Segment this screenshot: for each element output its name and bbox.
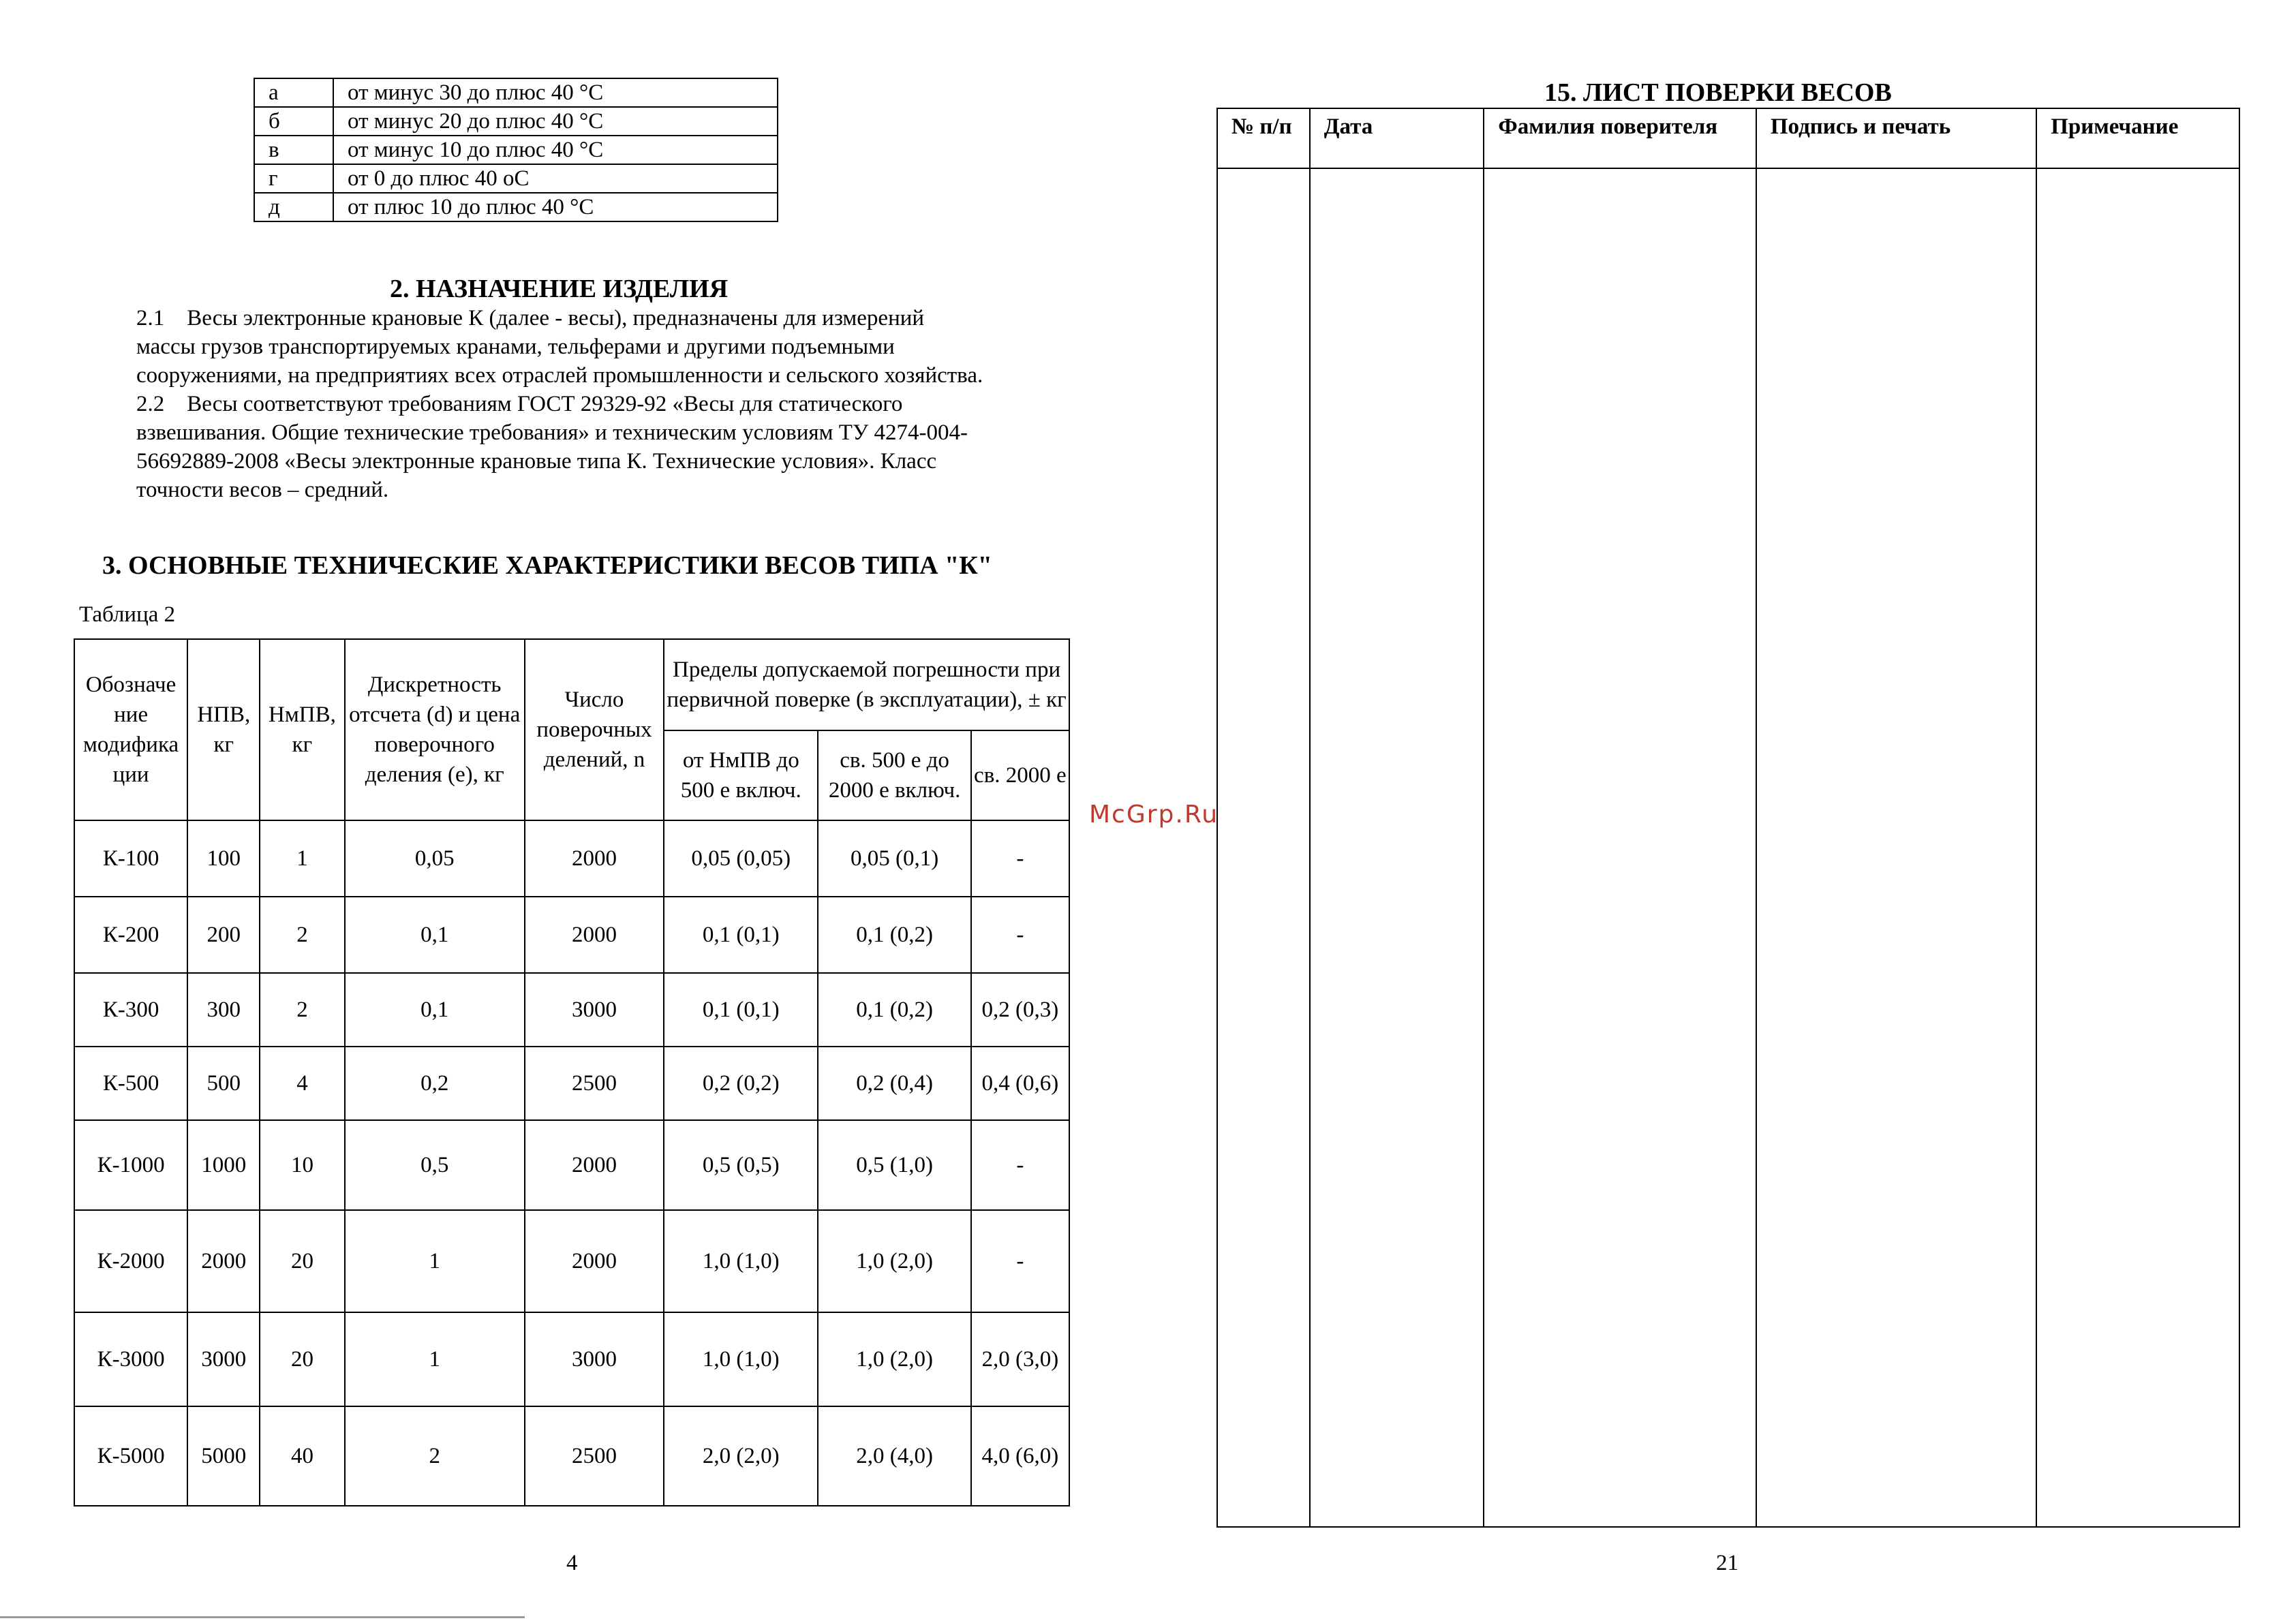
spec-cell-nmpv: 1: [260, 820, 344, 897]
header-err3: св. 2000 е: [971, 730, 1069, 820]
section2-title: 2. НАЗНАЧЕНИЕ ИЗДЕЛИЯ: [390, 275, 729, 303]
spec-cell-e3: -: [971, 820, 1069, 897]
section3-title: 3. ОСНОВНЫЕ ТЕХНИЧЕСКИЕ ХАРАКТЕРИСТИКИ ВЕСОВ ТИПА "К": [102, 551, 992, 580]
climate-range: от плюс 10 до плюс 40 °С: [333, 193, 778, 221]
spec-cell-model: К-300: [74, 973, 187, 1047]
spec-cell-n: 2500: [525, 1406, 664, 1506]
spec-cell-e2: 0,5 (1,0): [818, 1120, 970, 1210]
watermark: McGrp.Ru: [1089, 801, 1219, 829]
verification-table: [1216, 108, 2240, 1528]
header-npv: НПВ, кг: [187, 639, 260, 820]
climate-range: от 0 до плюс 40 оС: [333, 164, 778, 193]
spec-row: [74, 1047, 1069, 1120]
spec-cell-n: 2000: [525, 820, 664, 897]
spec-cell-nmpv: 10: [260, 1120, 344, 1210]
header-err2: св. 500 е до 2000 е включ.: [818, 730, 970, 820]
spec-table-body: [74, 820, 1069, 1506]
section2-line: сооружениями, на предприятиях всех отраслей промышленности и сельского хозяйства.: [136, 363, 983, 388]
header-error-group: Пределы допускаемой погрешности при первичной поверке (в эксплуатации), ± кг: [664, 639, 1069, 730]
spec-cell-e2: 0,1 (0,2): [818, 897, 970, 973]
spec-cell-nmpv: 2: [260, 897, 344, 973]
spec-cell-n: 2000: [525, 1210, 664, 1312]
spec-cell-npv: 100: [187, 820, 260, 897]
spec-cell-npv: 1000: [187, 1120, 260, 1210]
spec-cell-npv: 5000: [187, 1406, 260, 1506]
spec-cell-e2: 1,0 (2,0): [818, 1312, 970, 1406]
spec-cell-e1: 0,5 (0,5): [664, 1120, 818, 1210]
spec-cell-d: 2: [345, 1406, 525, 1506]
climate-row: [254, 107, 778, 136]
spec-cell-e2: 1,0 (2,0): [818, 1210, 970, 1312]
spec-cell-d: 0,05: [345, 820, 525, 897]
spec-cell-e3: -: [971, 1210, 1069, 1312]
spec-cell-e3: 2,0 (3,0): [971, 1312, 1069, 1406]
spec-cell-n: 2000: [525, 1120, 664, 1210]
spec-cell-npv: 200: [187, 897, 260, 973]
climate-key: в: [254, 136, 333, 164]
spec-row: [74, 1210, 1069, 1312]
spec-cell-nmpv: 2: [260, 973, 344, 1047]
bottom-rule: [0, 1616, 525, 1618]
section15-title: 15. ЛИСТ ПОВЕРКИ ВЕСОВ: [1544, 78, 1892, 107]
spec-cell-e3: -: [971, 897, 1069, 973]
spec-cell-e3: 0,4 (0,6): [971, 1047, 1069, 1120]
climate-row: [254, 136, 778, 164]
spec-table-head: [74, 639, 1069, 820]
spec-cell-n: 2500: [525, 1047, 664, 1120]
spec-cell-d: 0,5: [345, 1120, 525, 1210]
verification-cell: [1217, 168, 1310, 1527]
climate-key: д: [254, 193, 333, 221]
verification-header: Подпись и печать: [1756, 108, 2036, 168]
verification-header: Фамилия поверителя: [1484, 108, 1756, 168]
spec-row: [74, 1406, 1069, 1506]
spec-cell-n: 2000: [525, 897, 664, 973]
verification-cell: [1756, 168, 2036, 1527]
spec-cell-e1: 1,0 (1,0): [664, 1210, 818, 1312]
spec-table: [74, 638, 1070, 1506]
spec-cell-npv: 500: [187, 1047, 260, 1120]
spec-cell-d: 1: [345, 1312, 525, 1406]
spec-cell-e1: 0,05 (0,05): [664, 820, 818, 897]
verification-cell: [2036, 168, 2239, 1527]
spec-row: [74, 820, 1069, 897]
spec-row: [74, 1120, 1069, 1210]
spec-cell-e2: 0,05 (0,1): [818, 820, 970, 897]
spec-cell-model: К-500: [74, 1047, 187, 1120]
header-designation: Обозначе ние модифика ции: [74, 639, 187, 820]
spec-cell-d: 0,1: [345, 973, 525, 1047]
spec-cell-npv: 3000: [187, 1312, 260, 1406]
spec-cell-e2: 0,2 (0,4): [818, 1047, 970, 1120]
spec-cell-nmpv: 4: [260, 1047, 344, 1120]
verification-cell: [1310, 168, 1484, 1527]
spec-cell-e3: 4,0 (6,0): [971, 1406, 1069, 1506]
spec-cell-nmpv: 20: [260, 1312, 344, 1406]
climate-range: от минус 10 до плюс 40 °С: [333, 136, 778, 164]
spec-cell-e1: 2,0 (2,0): [664, 1406, 818, 1506]
section2-line: 2.1 Весы электронные крановые К (далее - весы), предназначены для измерений: [136, 306, 925, 330]
climate-table: [254, 78, 778, 222]
spec-cell-n: 3000: [525, 1312, 664, 1406]
spec-cell-e1: 0,2 (0,2): [664, 1047, 818, 1120]
climate-key: г: [254, 164, 333, 193]
climate-key: а: [254, 78, 333, 107]
climate-key: б: [254, 107, 333, 136]
section2-line: точности весов – средний.: [136, 478, 389, 502]
spec-cell-e2: 2,0 (4,0): [818, 1406, 970, 1506]
section2-line: взвешивания. Общие технические требования» и техническим условиям ТУ 4274-004-: [136, 420, 968, 445]
section2-line: 56692889-2008 «Весы электронные крановые типа К. Технические условия». Класс: [136, 449, 937, 474]
verification-header: Примечание: [2036, 108, 2239, 168]
verification-header: Дата: [1310, 108, 1484, 168]
spec-cell-model: К-1000: [74, 1120, 187, 1210]
climate-row: [254, 193, 778, 221]
spec-cell-d: 1: [345, 1210, 525, 1312]
spec-cell-model: К-5000: [74, 1406, 187, 1506]
spec-cell-d: 0,1: [345, 897, 525, 973]
spec-cell-npv: 2000: [187, 1210, 260, 1312]
spec-row: [74, 1312, 1069, 1406]
spec-cell-e3: 0,2 (0,3): [971, 973, 1069, 1047]
spec-cell-nmpv: 20: [260, 1210, 344, 1312]
section2-line: 2.2 Весы соответствуют требованиям ГОСТ 29329-92 «Весы для статического: [136, 392, 903, 416]
verification-cell: [1484, 168, 1756, 1527]
spec-cell-nmpv: 40: [260, 1406, 344, 1506]
spec-cell-e1: 0,1 (0,1): [664, 973, 818, 1047]
spec-cell-model: К-200: [74, 897, 187, 973]
spec-row: [74, 897, 1069, 973]
climate-row: [254, 78, 778, 107]
spec-cell-e1: 1,0 (1,0): [664, 1312, 818, 1406]
spec-cell-e3: -: [971, 1120, 1069, 1210]
spec-cell-e2: 0,1 (0,2): [818, 973, 970, 1047]
verification-header: № п/п: [1217, 108, 1310, 168]
climate-table-body: [254, 78, 778, 221]
header-discreteness: Дискретность отсчета (d) и цена поверочного деления (е), кг: [345, 639, 525, 820]
spec-cell-n: 3000: [525, 973, 664, 1047]
spec-cell-npv: 300: [187, 973, 260, 1047]
spec-row: [74, 973, 1069, 1047]
spec-cell-model: К-3000: [74, 1312, 187, 1406]
section2-line: массы грузов транспортируемых кранами, тельферами и другими подъемными: [136, 335, 895, 359]
header-nmpv: НмПВ, кг: [260, 639, 344, 820]
climate-range: от минус 20 до плюс 40 °С: [333, 107, 778, 136]
page-number-left: 4: [566, 1551, 578, 1575]
page-number-right: 21: [1716, 1551, 1739, 1575]
verification-empty-row: [1217, 168, 2239, 1527]
section2-body: [136, 304, 983, 504]
header-divisions: Число поверочных делений, n: [525, 639, 664, 820]
climate-row: [254, 164, 778, 193]
spec-cell-d: 0,2: [345, 1047, 525, 1120]
table-caption: Таблица 2: [79, 602, 176, 627]
spec-cell-model: К-100: [74, 820, 187, 897]
spec-cell-e1: 0,1 (0,1): [664, 897, 818, 973]
climate-range: от минус 30 до плюс 40 °С: [333, 78, 778, 107]
header-err1: от НмПВ до 500 е включ.: [664, 730, 818, 820]
spec-cell-model: К-2000: [74, 1210, 187, 1312]
verification-header-row: [1217, 108, 2239, 168]
